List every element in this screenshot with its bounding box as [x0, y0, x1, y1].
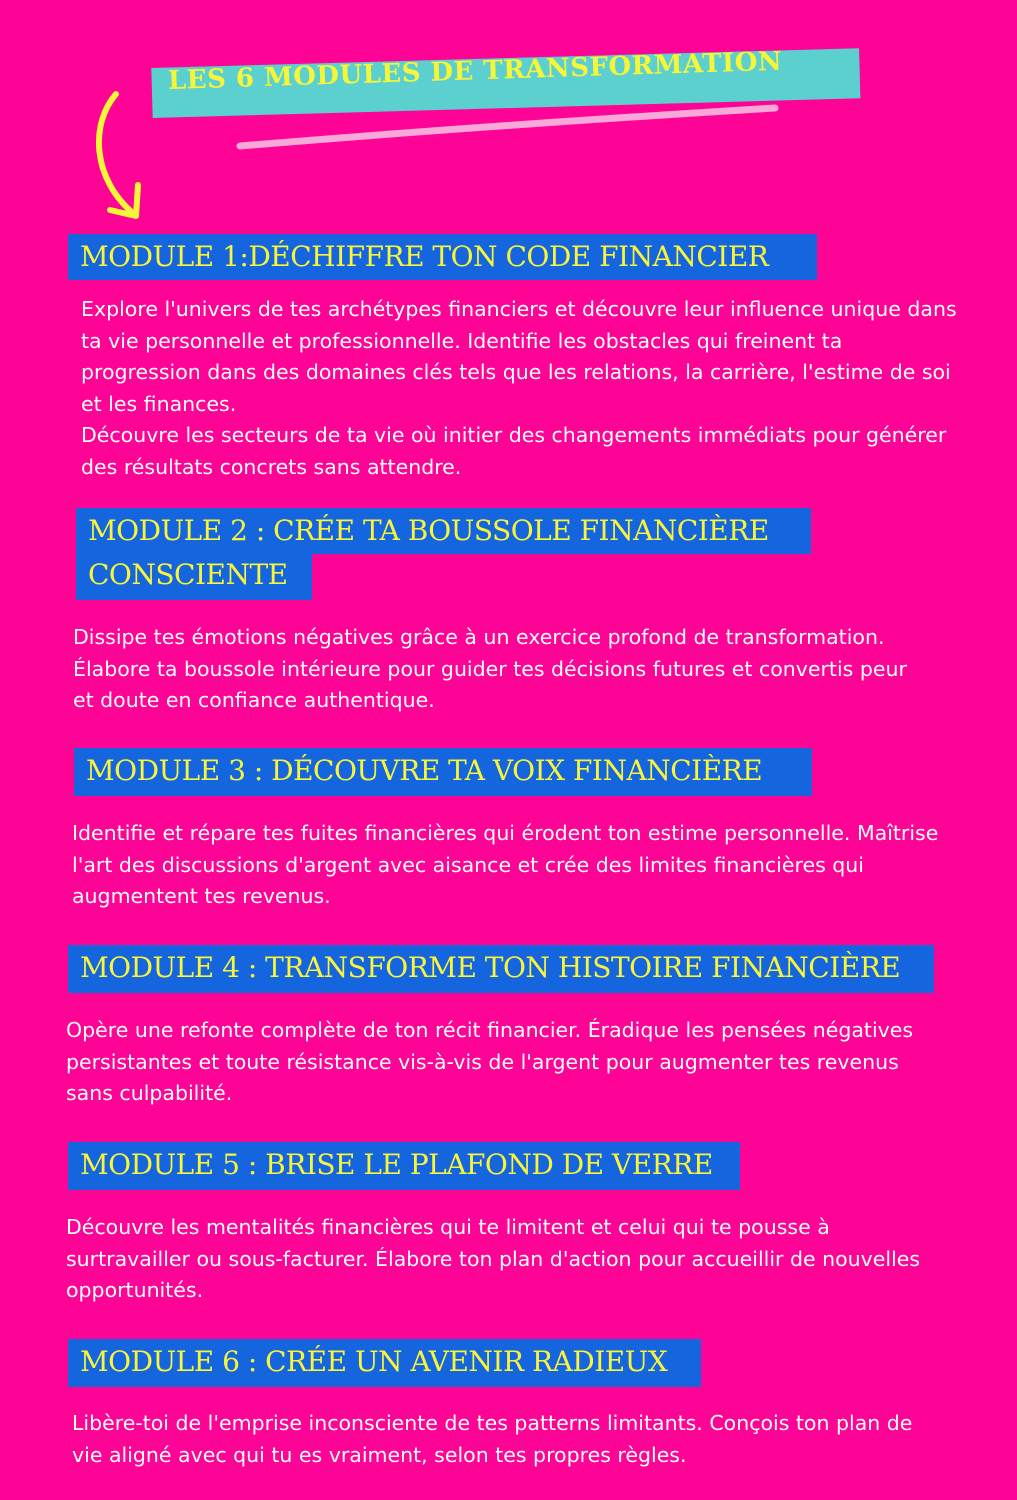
- module-4-title: MODULE 4 : TRANSFORME TON HISTOIRE FINANCIÈRE: [68, 945, 934, 993]
- module-6-title: MODULE 6 : CRÉE UN AVENIR RADIEUX: [68, 1339, 701, 1387]
- module-3-title: MODULE 3 : DÉCOUVRE TA VOIX FINANCIÈRE: [74, 748, 812, 796]
- module-1-paragraph-2: Découvre les secteurs de ta vie où initier des changements immédiats pour générer des résultats concrets sans attendre.: [81, 423, 947, 479]
- module-6-description: Libère-toi de l'emprise inconsciente de tes patterns limitants. Conçois ton plan de vie aligné avec qui tu es vraiment, selon tes propres règles.: [72, 1411, 913, 1467]
- module-1-title: MODULE 1:DÉCHIFFRE TON CODE FINANCIER: [68, 234, 817, 280]
- module-5-description: Découvre les mentalités financières qui te limitent et celui qui te pousse à surtravailler ou sous-facturer. Élabore ton plan d'action pour accueillir de nouvelles opportunités.: [66, 1215, 921, 1302]
- module-1-paragraph-1: Explore l'univers de tes archétypes financiers et découvre leur influence unique dans ta vie personnelle et professionnelle. Identifie les obstacles qui freinent ta progression dans des domaines clés tels que les relations, la carrière, l'estime de soi et les finances.: [81, 297, 957, 416]
- module-4-description: Opère une refonte complète de ton récit financier. Éradique les pensées négatives persistantes et toute résistance vis-à-vis de l'argent pour augmenter tes revenus sans culpabilité.: [66, 1018, 914, 1105]
- page-title: LES 6 MODULES DE TRANSFORMATION: [167, 46, 783, 96]
- module-2-description: Dissipe tes émotions négatives grâce à un exercice profond de transformation. Élabore ta boussole intérieure pour guider tes décisions futures et convertis peur et doute en confiance authentique.: [73, 625, 907, 712]
- title-underline: [230, 96, 790, 156]
- module-3-description: Identifie et répare tes fuites financières qui érodent ton estime personnelle. Maîtrise l'art des discussions d'argent avec aisance et crée des limites financières qui augmentent tes revenus.: [72, 821, 939, 908]
- module-2-title-line-2: CONSCIENTE: [76, 552, 312, 600]
- module-2-title-line-1: MODULE 2 : CRÉE TA BOUSSOLE FINANCIÈRE: [76, 508, 811, 554]
- module-5-title: MODULE 5 : BRISE LE PLAFOND DE VERRE: [68, 1142, 740, 1190]
- curved-arrow-icon: [80, 84, 160, 229]
- module-1-description: [81, 294, 961, 483]
